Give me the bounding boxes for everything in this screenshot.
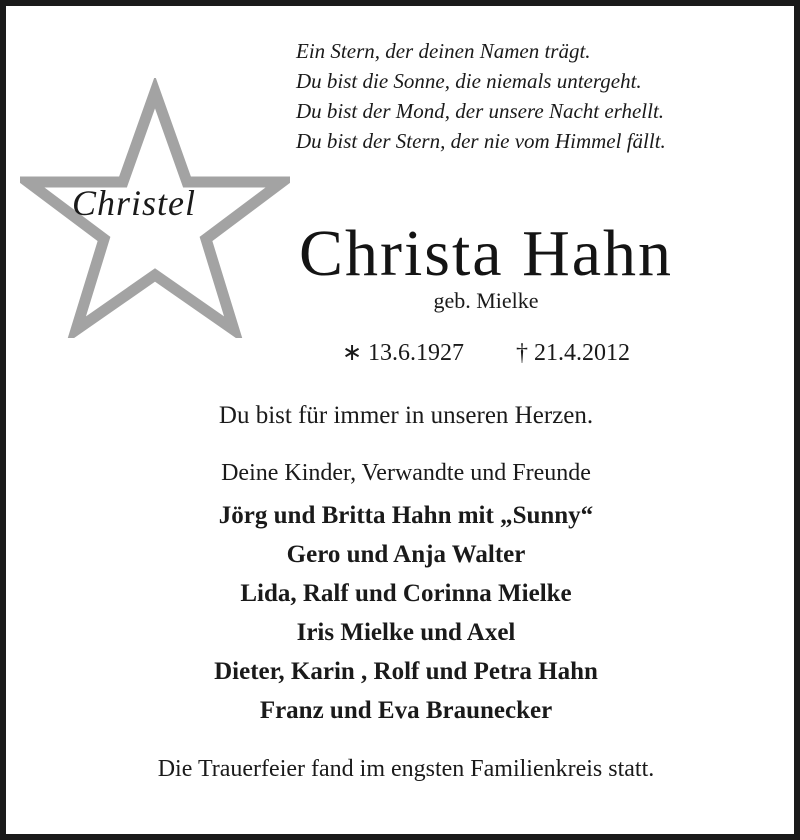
poem-line: Du bist der Mond, der unsere Nacht erhellt. xyxy=(296,99,665,123)
list-item: Jörg und Britta Hahn mit „Sunny“ xyxy=(218,502,594,529)
deceased-name: Christa Hahn xyxy=(298,217,674,290)
poem-line: Du bist die Sonne, die niemals untergeht. xyxy=(296,69,642,93)
birth-date: 13.6.1927 xyxy=(368,340,465,366)
motto: Du bist für immer in unseren Herzen. xyxy=(218,402,594,429)
birth-date-group xyxy=(342,338,464,367)
poem-line: Du bist der Stern, der nie vom Himmel fällt. xyxy=(296,129,666,153)
list-item: Lida, Ralf und Corinna Mielke xyxy=(240,580,572,607)
death-date-group xyxy=(516,340,630,367)
birth-symbol: ∗ xyxy=(341,340,363,366)
poem-line: Ein Stern, der deinen Namen trägt. xyxy=(296,39,591,63)
mourners-intro: Deine Kinder, Verwandte und Freunde xyxy=(221,460,591,486)
life-dates xyxy=(306,338,666,367)
death-date: 21.4.2012 xyxy=(534,340,631,366)
list-item: Dieter, Karin , Rolf und Petra Hahn xyxy=(214,658,598,685)
poem xyxy=(296,36,786,156)
death-symbol: † xyxy=(516,340,529,366)
closing-note: Die Trauerfeier fand im engsten Familienkreis statt. xyxy=(157,756,655,782)
mourners-list xyxy=(12,496,800,730)
list-item: Iris Mielke und Axel xyxy=(296,619,516,646)
list-item: Gero und Anja Walter xyxy=(286,541,526,568)
nickname: Christel xyxy=(72,183,197,223)
list-item: Franz und Eva Braunecker xyxy=(259,697,553,724)
maiden-name: geb. Mielke xyxy=(433,288,539,313)
